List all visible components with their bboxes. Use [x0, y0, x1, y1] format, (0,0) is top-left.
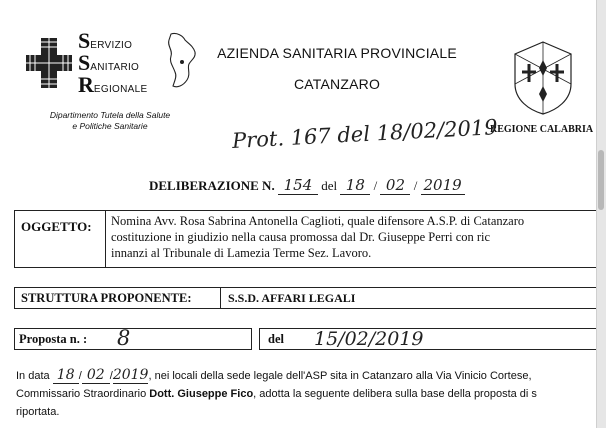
region-label: REGIONE CALABRIA	[490, 124, 594, 135]
subject-box	[14, 210, 596, 268]
deliberation-date-month: 02	[380, 176, 410, 195]
deliberation-line: DELIBERAZIONE N. 154 del 18 / 02 / 2019	[149, 176, 465, 195]
structure-box	[14, 287, 596, 309]
proposal-date-box	[259, 328, 596, 350]
logo-word-regionale: EGIONALE	[93, 84, 148, 95]
logo-letter-s1: S	[78, 28, 91, 53]
department-text	[20, 110, 200, 132]
logo-word-sanitario: ANITARIO	[90, 62, 140, 73]
logo-letter-r: R	[78, 72, 94, 97]
body-line-2	[16, 387, 537, 402]
org-title-line-2: CATANZARO	[293, 76, 381, 92]
logo-letter-s2: S	[78, 50, 91, 75]
body-date-year: 2019	[112, 367, 149, 383]
department-line-1: Dipartimento Tutela della Salute	[49, 110, 171, 120]
body-line-1-rest: , nei locali della sede legale dell'ASP sita in Catanzaro alla Via Vinicio Cortese,	[148, 370, 532, 382]
structure-value: S.S.D. AFFARI LEGALI	[228, 291, 356, 305]
deliberation-date-year: 2019	[421, 176, 465, 195]
proposal-label: Proposta n. :	[19, 332, 88, 346]
proposal-date: 15/02/2019	[314, 328, 424, 350]
structure-label: STRUTTURA PROPONENTE:	[21, 291, 192, 305]
deliberation-date-day: 18	[340, 176, 370, 195]
body-commissioner-name: Dott. Giuseppe Fico	[149, 388, 254, 400]
department-line-2: e Politiche Sanitarie	[72, 121, 148, 131]
deliberation-del-label: del	[321, 178, 338, 193]
subject-line-2: costituzione in giudizio nella causa promossa dal Dr. Giuseppe Perri con ric	[111, 230, 491, 244]
subject-line-1: Nomina Avv. Rosa Sabrina Antonella Caglioti, quale difensore A.S.P. di Catanzaro	[111, 214, 525, 228]
deliberation-number: 154	[278, 176, 318, 195]
subject-label: OGGETTO:	[21, 219, 92, 234]
deliberation-label: DELIBERAZIONE N.	[149, 178, 275, 193]
body-line-2-pre: Commissario Straordinario	[16, 388, 150, 400]
calabria-map-icon	[165, 32, 199, 90]
body-in-data: In data	[16, 370, 50, 382]
region-emblem-icon	[511, 40, 575, 116]
cross-logo-icon	[26, 38, 72, 88]
org-title-line-1: AZIENDA SANITARIA PROVINCIALE	[217, 45, 457, 61]
scrollbar-thumb[interactable]	[598, 150, 604, 210]
body-line-2-post: , adotta la seguente delibera sulla base della proposta di s	[253, 388, 537, 400]
logo-word-servizio: ERVIZIO	[90, 40, 133, 51]
body-date-month: 02	[82, 368, 110, 384]
body-line-1: In data 18 / 02 /2019, nei locali della sede legale dell'ASP sita in Catanzaro alla Via Vinicio Cortese,	[16, 367, 532, 383]
ssr-logo	[22, 28, 197, 108]
proposal-del-label: del	[268, 332, 284, 346]
body-line-3: riportata.	[16, 406, 60, 418]
proposal-number: 8	[117, 326, 131, 350]
protocol-handwritten: Prot. 167 del 18/02/2019	[231, 115, 499, 153]
vertical-scrollbar[interactable]	[596, 0, 606, 428]
subject-line-3: innanzi al Tribunale di Lamezia Terme Sez. Lavoro.	[111, 246, 372, 260]
proposal-number-box	[14, 328, 252, 350]
body-date-day: 18	[53, 368, 79, 384]
